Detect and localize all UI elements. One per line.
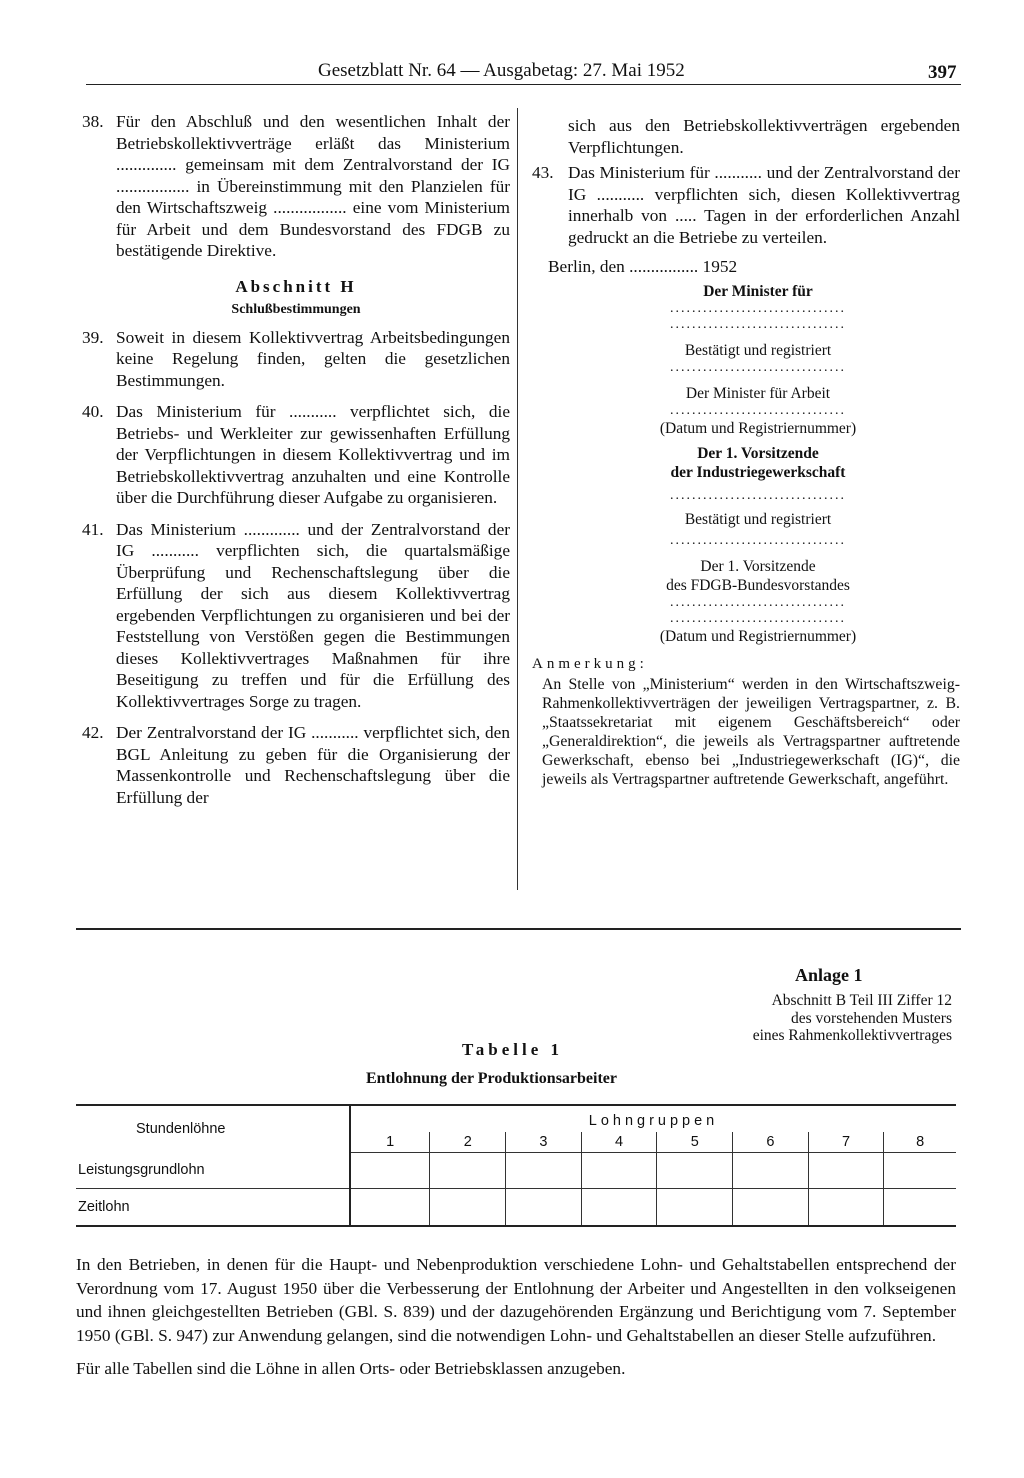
union-label: der Industriegewerkschaft — [670, 463, 846, 481]
table-stub-header: Stundenlöhne — [76, 1105, 350, 1152]
signature-dots: ................................ — [670, 487, 846, 503]
note-title: Anmerkung: — [532, 655, 648, 672]
appendix-line: Abschnitt B Teil III Ziffer 12 — [771, 992, 952, 1009]
closing-paragraph: Für alle Tabellen sind die Löhne in allen Orts- oder Betriebsklassen anzugeben. — [76, 1359, 626, 1378]
fdgb-chairman-label: Der 1. Vorsitzende — [700, 557, 816, 575]
paragraph-number: 42. — [82, 723, 104, 742]
paragraph-number: 39. — [82, 327, 104, 347]
signature-dots: ................................ — [670, 300, 846, 316]
group-header-cell: 1 — [350, 1132, 430, 1152]
paragraph-text: Der Zentralvorstand der IG ........... verpflichtet sich, den BGL Anleitung zu geben für die Organisierung der Massenkontrolle und Rechenschaftslegung über die Erfüllung der — [116, 723, 510, 807]
paragraph-39 — [82, 327, 510, 392]
signature-dots: ................................ — [670, 610, 846, 626]
table-row — [76, 1189, 956, 1227]
paragraph-number: 40. — [82, 402, 104, 421]
page-header-title: Gesetzblatt Nr. 64 — Ausgabetag: 27. Mai 1952 — [318, 60, 685, 81]
signature-dots: ................................ — [670, 359, 846, 375]
header-rule — [86, 84, 961, 85]
table-cell — [657, 1189, 733, 1227]
place-date-line: Berlin, den ................ 1952 — [548, 257, 738, 276]
group-header-cell: 8 — [884, 1132, 956, 1152]
signature-dots: ................................ — [670, 316, 846, 332]
row-label: Zeitlohn — [76, 1189, 350, 1227]
appendix-line: eines Rahmenkollektivvertrages — [752, 1027, 952, 1044]
table-cell — [733, 1152, 809, 1189]
confirmed-label: Bestätigt und registriert — [684, 341, 832, 359]
paragraph-number: 41. — [82, 519, 104, 539]
signature-minister-label: Der Minister für — [703, 282, 813, 300]
paragraph-42-continuation: sich aus den Betriebskollektivverträgen ergebenden Verpflichtungen. — [568, 116, 960, 157]
section-heading: Abschnitt H — [235, 276, 357, 296]
section-subheading: Schlußbestimmungen — [231, 302, 361, 317]
paragraph-42 — [82, 722, 510, 808]
appendix-reference — [686, 992, 952, 1045]
table-cell — [581, 1152, 657, 1189]
table-cell — [506, 1189, 582, 1227]
date-registration-label: (Datum und Registriernummer) — [659, 419, 857, 437]
table-title: Tabelle 1 — [462, 1040, 564, 1059]
minister-arbeit-label: Der Minister für Arbeit — [685, 384, 831, 402]
paragraph-text: Für den Abschluß und den wesentlichen Inhalt der Betriebskollektivverträge erläßt das Ministerium .............. gemeinsam mit dem Zentralvorstand der IG ................. in Übereinstimmung mit den Planzielen für den Wirtschaftszweig ................. eine vom Ministerium für Arbeit und dem Bundesvorstand des FDGB zu bestätigende Direktive. — [116, 112, 510, 260]
date-registration-label-2: (Datum und Registriernummer) — [659, 627, 857, 645]
group-header-cell: 5 — [657, 1132, 733, 1152]
closing-paragraph: In den Betrieben, in denen für die Haupt- und Nebenproduktion verschiedene Lohn- und Gehaltstabellen entsprechend der Verordnung vom 17. August 1950 über die Verbesserung der Entlohnung der Arbeiter und Angestellten in den volkseigenen und ihnen gleichgestellten Betrieben (GBl. S. 839) und der dazugehörenden Ergänzung und Berichtigung vom 7. September 1950 (GBl. S. 947) zur Anwendung gelangen, sind die notwendigen Lohn- und Gehaltstabellen an dieser Stelle aufzuführen. — [76, 1255, 956, 1345]
fdgb-board-label: des FDGB-Bundesvorstandes — [666, 576, 850, 594]
paragraph-number: 38. — [82, 112, 104, 131]
paragraph-text: Das Ministerium für ........... und der Zentralvorstand der IG ........... verpflichten sich, diesen Kollektivvertrag innerhalb von ..... Tagen in der erforderlichen Anzahl gedruckt an die Betriebe zu verteilen. — [568, 163, 960, 247]
left-column — [82, 111, 510, 818]
closing-text — [76, 1253, 956, 1391]
table-cell — [430, 1189, 506, 1227]
table-subtitle: Entlohnung der Produktionsarbeiter — [366, 1070, 618, 1087]
group-header-cell: 4 — [581, 1132, 657, 1152]
paragraph-number: 43. — [532, 163, 554, 182]
group-header-cell: 3 — [506, 1132, 582, 1152]
table-cell — [581, 1189, 657, 1227]
table-cell — [808, 1189, 884, 1227]
table-cell — [884, 1152, 956, 1189]
chairman-label: Der 1. Vorsitzende — [697, 444, 819, 462]
table-cell — [430, 1152, 506, 1189]
table-cell — [350, 1152, 430, 1189]
table-cell — [733, 1189, 809, 1227]
appendix-title: Anlage 1 — [795, 965, 863, 985]
signature-dots: ................................ — [670, 532, 846, 548]
wage-table — [76, 1104, 956, 1227]
page-number: 397 — [928, 62, 957, 83]
group-header-cell: 2 — [430, 1132, 506, 1152]
signature-dots: ................................ — [670, 402, 846, 418]
table-cell — [884, 1189, 956, 1227]
table-group-header: Lohngruppen — [350, 1105, 956, 1132]
paragraph-38 — [82, 111, 510, 262]
row-label: Leistungsgrundlohn — [76, 1152, 350, 1189]
paragraph-text: Soweit in diesem Kollektivvertrag Arbeitsbedingungen keine Regelung finden, gelten die gesetzlichen Bestimmungen. — [116, 327, 510, 390]
paragraph-43 — [528, 162, 960, 248]
section-rule — [76, 928, 961, 930]
confirmed-label-2: Bestätigt und registriert — [684, 510, 832, 528]
table-cell — [506, 1152, 582, 1189]
column-divider — [517, 108, 518, 890]
paragraph-text: Das Ministerium ............. und der Zentralvorstand der IG ........... verpflichten sich, die quartalsmäßige Überprüfung und Rechenschaftslegung über die Erfüllung der sich aus diesem Kollektivvertrag ergebenden Verpflichtungen zu organisieren und bei der Feststellung von Verstößen gegen die Bestimmungen dieses Kollektivvertrages Maßnahmen für ihre Beseitigung zu treffen und für die Erfüllung des Kollektivvertrages Sorge zu tragen. — [116, 519, 510, 711]
table-row — [76, 1152, 956, 1189]
table-cell — [350, 1189, 430, 1227]
table-cell — [657, 1152, 733, 1189]
paragraph-41 — [82, 519, 510, 713]
paragraph-text: Das Ministerium für ........... verpflichtet sich, die Betriebs- und Werkleiter zur gewissenhaften Erfüllung der Verpflichtungen in diesem Kollektivvertrag und im Betriebskollektivvertrag anzuhalten und eine Kontrolle über die Durchführung dieser Aufgabe zu organisieren. — [116, 402, 510, 507]
paragraph-40 — [82, 401, 510, 509]
right-column — [528, 115, 960, 789]
group-header-cell: 6 — [733, 1132, 809, 1152]
table-cell — [808, 1152, 884, 1189]
group-header-cell: 7 — [808, 1132, 884, 1152]
appendix-line: des vorstehenden Musters — [791, 1009, 952, 1027]
signature-dots: ................................ — [670, 594, 846, 610]
note-text: An Stelle von „Ministerium“ werden in den Wirtschaftszweig-Rahmenkollektivverträgen der jeweiligen Vertragspartner, z. B. „Staatssekretariat mit eigenem Geschäftsbereich“ oder „Generaldirektion“, die jeweils als Vertragspartner auftretende Gewerkschaft, ebenso bei „Industriegewerkschaft (IG)“, die jeweils als Vertragspartner auftretende Gewerkschaft, angeführt. — [542, 676, 960, 788]
